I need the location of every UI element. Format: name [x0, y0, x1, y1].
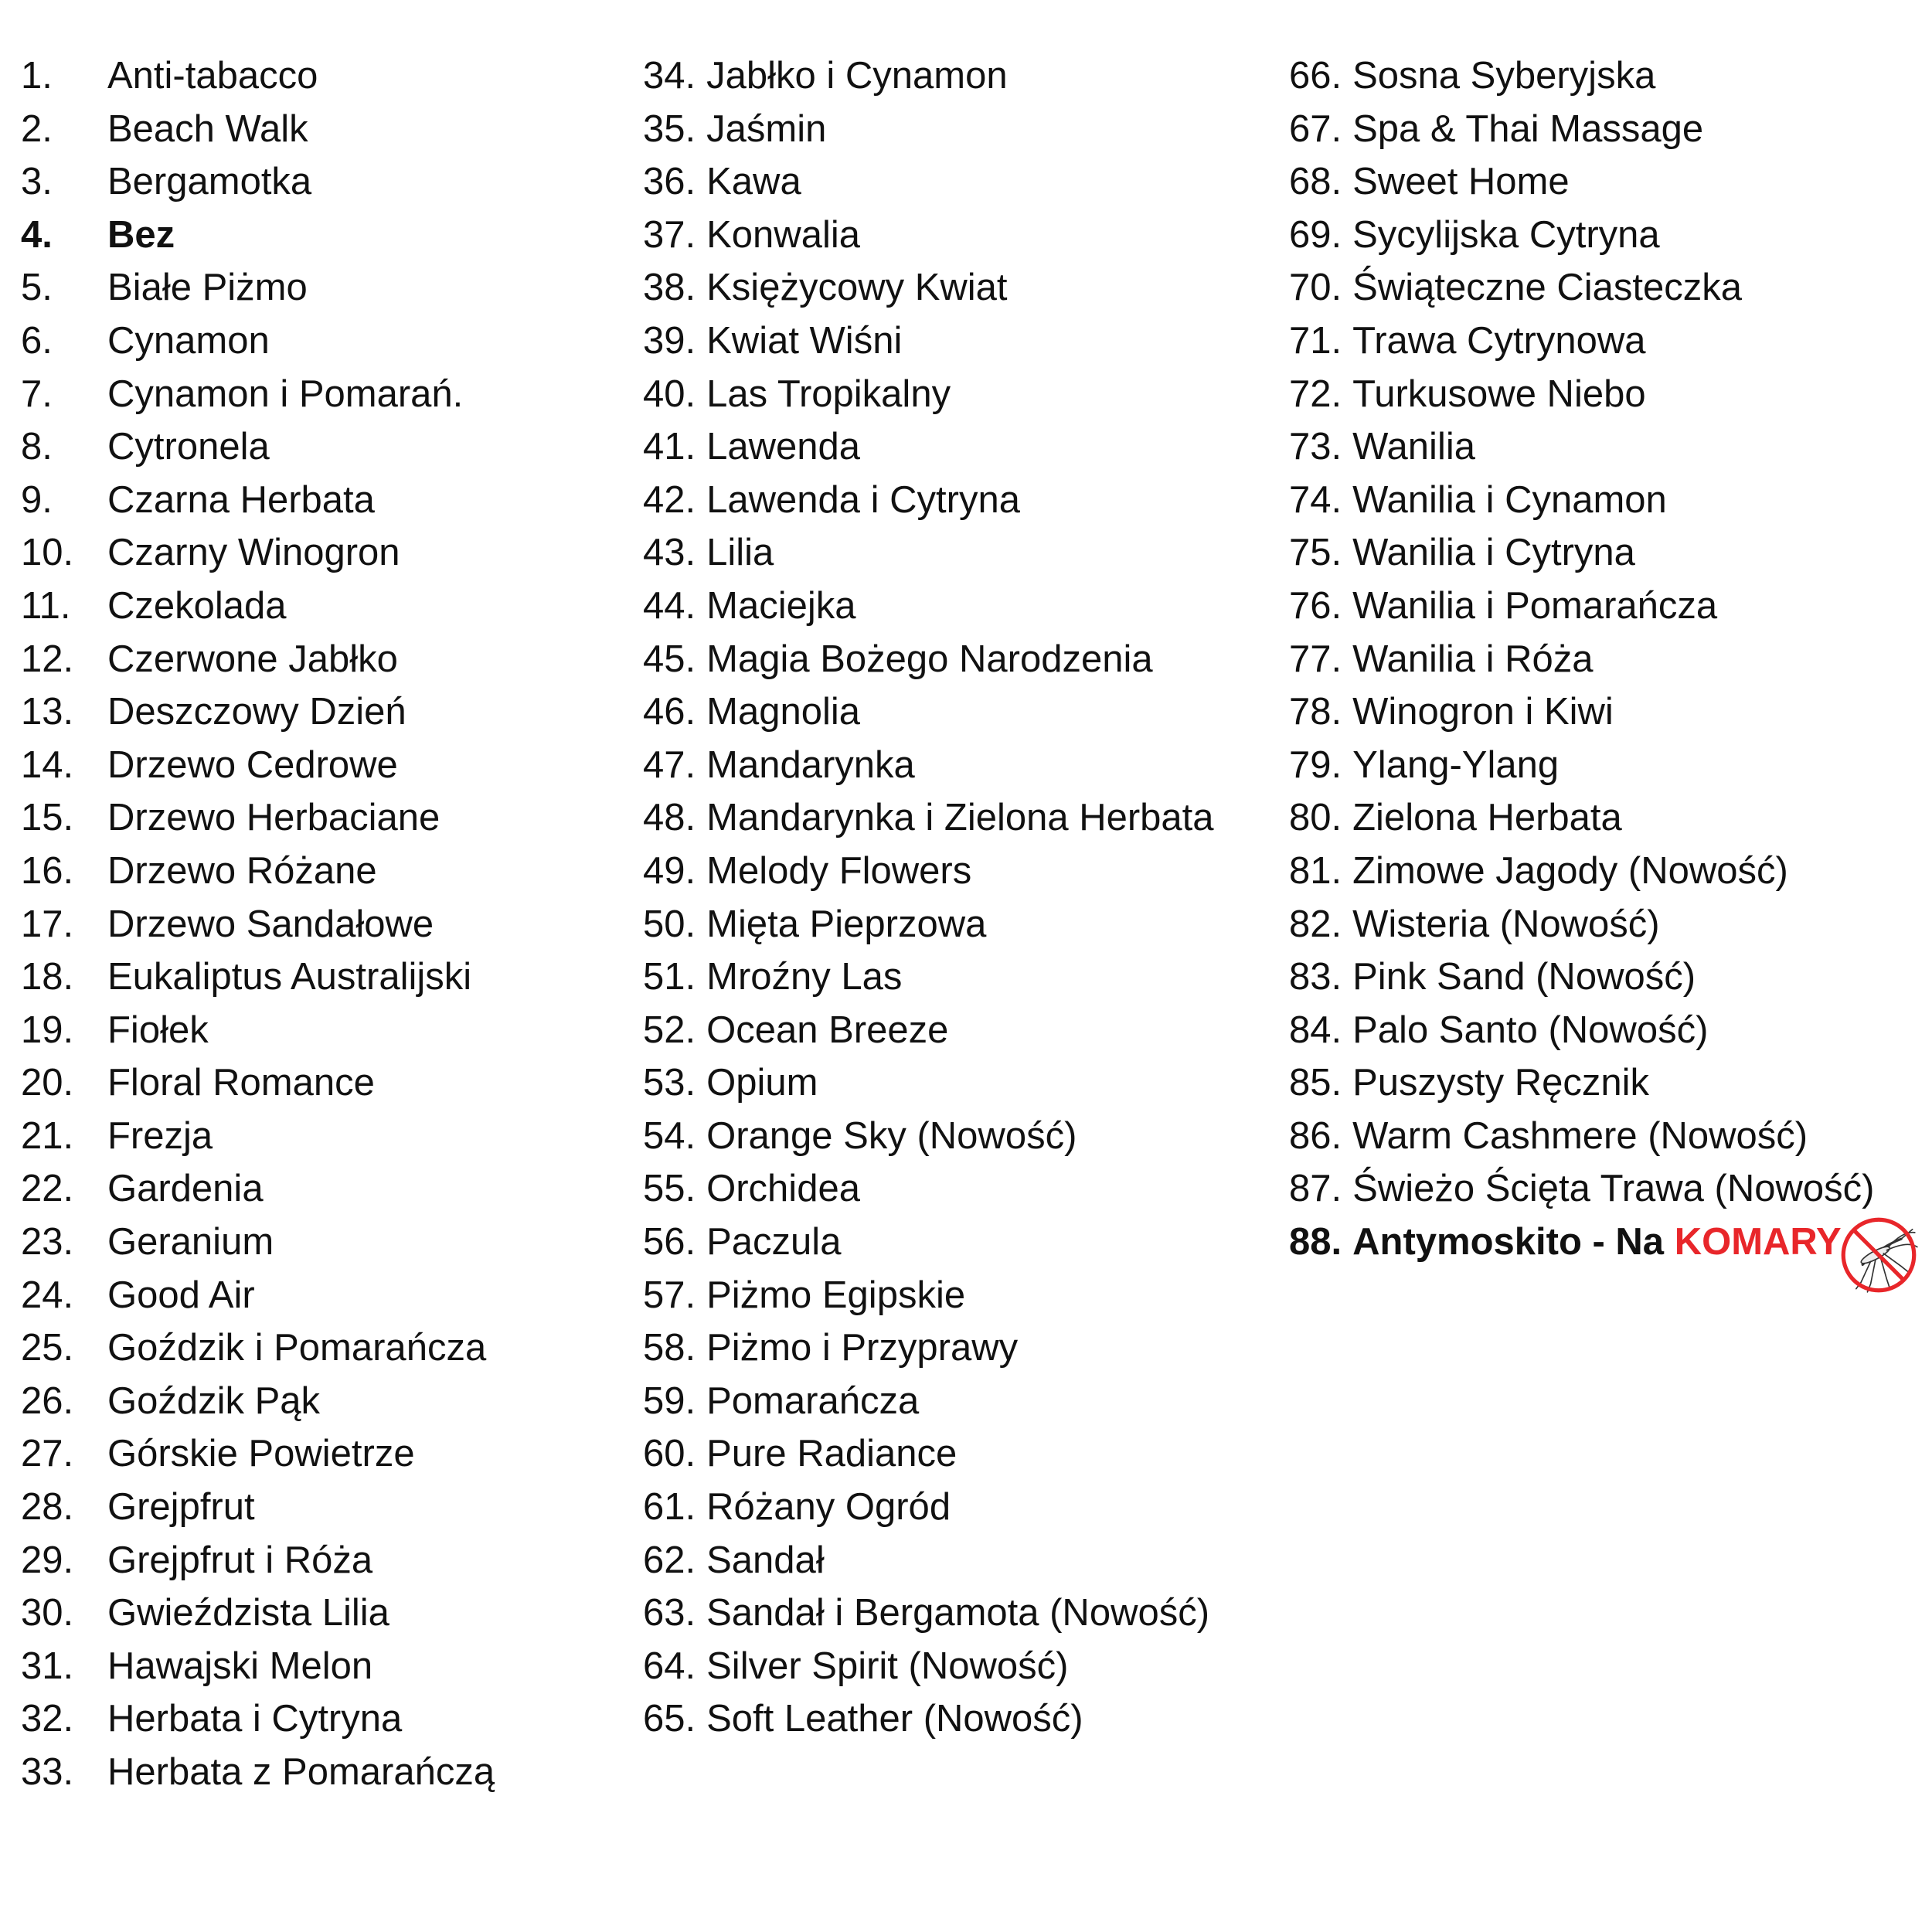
scent-number: 12. — [21, 638, 74, 680]
scent-number: 36. — [643, 161, 696, 203]
scent-list-item — [21, 1162, 624, 1216]
scent-list-item — [1289, 315, 1923, 368]
scent-list-item — [21, 951, 624, 1004]
scent-name: Good Air — [107, 1274, 255, 1316]
scent-number: 53. — [643, 1062, 696, 1104]
scent-number: 85. — [1289, 1062, 1342, 1104]
scent-name: Goździk i Pomarańcza — [107, 1327, 487, 1369]
scent-name: Wanilia — [1352, 426, 1475, 468]
scent-list-item — [21, 1427, 624, 1481]
scent-name: Piżmo Egipskie — [706, 1274, 966, 1316]
scent-list-item — [21, 739, 624, 792]
scent-name: Różany Ogród — [706, 1486, 951, 1529]
scent-name: Eukaliptus Australijski — [107, 956, 472, 998]
scent-number: 3. — [21, 161, 53, 203]
scent-list-item — [643, 580, 1284, 633]
scent-number: 15. — [21, 797, 74, 839]
scent-number: 22. — [21, 1168, 74, 1210]
scent-list-item — [21, 1321, 624, 1375]
scent-number: 16. — [21, 849, 74, 892]
scent-list-item — [21, 1692, 624, 1746]
scent-name: Gardenia — [107, 1168, 264, 1210]
scent-name: Drzewo Różane — [107, 849, 377, 892]
scent-list-item — [21, 103, 624, 156]
scent-name: Beach Walk — [107, 107, 308, 150]
scent-number: 28. — [21, 1486, 74, 1529]
scent-list-item — [21, 526, 624, 580]
scent-list-item — [1289, 1110, 1923, 1163]
scent-name: Magia Bożego Narodzenia — [706, 638, 1153, 680]
scent-name: Mandarynka — [706, 743, 915, 786]
scent-list-item — [1289, 898, 1923, 951]
scent-name: Drzewo Sandałowe — [107, 903, 434, 945]
scent-number: 21. — [21, 1114, 74, 1157]
scent-number: 1. — [21, 55, 53, 97]
scent-number: 67. — [1289, 107, 1342, 150]
scent-list-item — [1289, 474, 1923, 527]
scent-number: 57. — [643, 1274, 696, 1316]
scent-number: 43. — [643, 532, 696, 574]
scent-number: 74. — [1289, 478, 1342, 521]
scent-list-item — [643, 845, 1284, 898]
scent-list-item — [1289, 526, 1923, 580]
scent-number: 48. — [643, 797, 696, 839]
scent-list-item — [21, 1746, 624, 1799]
scent-name: Sweet Home — [1352, 161, 1570, 203]
scent-name: Orchidea — [706, 1168, 860, 1210]
scent-list-item — [643, 1692, 1284, 1746]
scent-column-3 — [1289, 49, 1923, 1269]
scent-list-item — [21, 1481, 624, 1534]
scent-list-item — [21, 1216, 624, 1269]
scent-number: 61. — [643, 1486, 696, 1529]
scent-number: 54. — [643, 1114, 696, 1157]
scent-name: Palo Santo (Nowość) — [1352, 1009, 1709, 1051]
scent-number: 64. — [643, 1645, 696, 1687]
scent-number: 75. — [1289, 532, 1342, 574]
scent-name: Mandarynka i Zielona Herbata — [706, 797, 1214, 839]
scent-number: 17. — [21, 903, 74, 945]
scent-list-item — [643, 898, 1284, 951]
scent-list-item — [643, 739, 1284, 792]
scent-list-item — [21, 845, 624, 898]
scent-number: 20. — [21, 1062, 74, 1104]
scent-name: Paczula — [706, 1221, 842, 1264]
scent-list-item — [21, 1640, 624, 1693]
scent-list-item — [643, 315, 1284, 368]
scent-number: 37. — [643, 213, 696, 256]
scent-name: Pomarańcza — [706, 1379, 920, 1422]
scent-list-item — [1289, 951, 1923, 1004]
scent-name: Wanilia i Cytryna — [1352, 532, 1635, 574]
scent-number: 18. — [21, 956, 74, 998]
scent-list-item — [1289, 49, 1923, 103]
scent-list-item — [643, 1216, 1284, 1269]
scent-number: 11. — [21, 584, 71, 627]
scent-list-item — [1289, 580, 1923, 633]
scent-name: Grejpfrut — [107, 1486, 255, 1529]
scent-name: Silver Spirit (Nowość) — [706, 1645, 1069, 1687]
scent-name: Magnolia — [706, 691, 860, 733]
scent-number: 62. — [643, 1539, 696, 1581]
scent-list-item — [643, 1427, 1284, 1481]
scent-list-item — [643, 1162, 1284, 1216]
scent-number: 31. — [21, 1645, 74, 1687]
scent-list-item — [643, 155, 1284, 209]
scent-name: Orange Sky (Nowość) — [706, 1114, 1077, 1157]
scent-list-item — [643, 633, 1284, 686]
scent-name: Bez — [107, 213, 175, 256]
scent-list-item — [1289, 1056, 1923, 1110]
scent-number: 9. — [21, 478, 53, 521]
scent-number: 79. — [1289, 743, 1342, 786]
scent-name: Górskie Powietrze — [107, 1433, 415, 1475]
scent-list-item — [643, 1056, 1284, 1110]
scent-list-item — [21, 155, 624, 209]
scent-number: 58. — [643, 1327, 696, 1369]
scent-number: 25. — [21, 1327, 74, 1369]
scent-list-item — [21, 633, 624, 686]
scent-number: 66. — [1289, 55, 1342, 97]
scent-name: Świąteczne Ciasteczka — [1352, 267, 1742, 309]
scent-list-item — [643, 1269, 1284, 1322]
scent-name: Kawa — [706, 161, 801, 203]
scent-name: Floral Romance — [107, 1062, 375, 1104]
scent-number: 5. — [21, 267, 53, 309]
scent-list-item — [643, 1321, 1284, 1375]
scent-name: Wanilia i Róża — [1352, 638, 1594, 680]
scent-name: Wisteria (Nowość) — [1352, 903, 1660, 945]
scent-name: Sycylijska Cytryna — [1352, 213, 1660, 256]
scent-list-item — [21, 261, 624, 315]
scent-list-item — [643, 261, 1284, 315]
scent-list-item — [21, 1004, 624, 1057]
scent-number: 8. — [21, 426, 53, 468]
no-mosquito-icon — [1838, 1215, 1919, 1295]
scent-number: 87. — [1289, 1168, 1342, 1210]
scent-name: Hawajski Melon — [107, 1645, 373, 1687]
scent-list-item — [21, 49, 624, 103]
scent-number: 23. — [21, 1221, 74, 1264]
scent-list-item — [1289, 685, 1923, 739]
scent-name: Gwieździsta Lilia — [107, 1592, 389, 1634]
scent-number: 88. — [1289, 1221, 1342, 1264]
scent-list-item — [643, 1587, 1284, 1640]
scent-name: Deszczowy Dzień — [107, 691, 406, 733]
scent-name: Jabłko i Cynamon — [706, 55, 1008, 97]
scent-list-item — [21, 315, 624, 368]
scent-number: 46. — [643, 691, 696, 733]
scent-column-1 — [21, 49, 624, 1799]
scent-list-item — [21, 1534, 624, 1587]
scent-list-item — [21, 580, 624, 633]
scent-list-item — [1289, 791, 1923, 845]
scent-name: Trawa Cytrynowa — [1352, 319, 1646, 362]
scent-name: Sandał i Bergamota (Nowość) — [706, 1592, 1210, 1634]
scent-list-item — [1289, 1162, 1923, 1216]
scent-number: 82. — [1289, 903, 1342, 945]
scent-list-item — [21, 898, 624, 951]
scent-number: 39. — [643, 319, 696, 362]
scent-list-item — [1289, 209, 1923, 262]
scent-number: 47. — [643, 743, 696, 786]
scent-name: Lawenda — [706, 426, 861, 468]
scent-number: 33. — [21, 1751, 74, 1793]
scent-list-item — [643, 49, 1284, 103]
scent-list-item — [643, 1481, 1284, 1534]
scent-name: Anti-tabacco — [107, 55, 318, 97]
scent-list-item — [21, 368, 624, 421]
scent-list-item — [643, 951, 1284, 1004]
scent-name: Cytronela — [107, 426, 270, 468]
scent-number: 60. — [643, 1433, 696, 1475]
scent-list-item — [21, 685, 624, 739]
scent-name: Herbata i Cytryna — [107, 1698, 403, 1740]
scent-name: Lawenda i Cytryna — [706, 478, 1020, 521]
scent-number: 55. — [643, 1168, 696, 1210]
scent-accent-label: KOMARY — [1674, 1221, 1842, 1264]
scent-name: Kwiat Wiśni — [706, 319, 903, 362]
scent-number: 29. — [21, 1539, 74, 1581]
scent-number: 65. — [643, 1698, 696, 1740]
scent-list-item — [21, 1110, 624, 1163]
scent-number: 45. — [643, 638, 696, 680]
scent-list-item — [21, 1587, 624, 1640]
scent-name: Geranium — [107, 1221, 274, 1264]
scent-name: Grejpfrut i Róża — [107, 1539, 373, 1581]
scent-number: 86. — [1289, 1114, 1342, 1157]
scent-name: Czekolada — [107, 584, 287, 627]
scent-name: Opium — [706, 1062, 818, 1104]
scent-list-item — [21, 1375, 624, 1428]
scent-name: Pure Radiance — [706, 1433, 957, 1475]
scent-name: Las Tropikalny — [706, 372, 951, 415]
scent-name: Pink Sand (Nowość) — [1352, 956, 1696, 998]
scent-name: Piżmo i Przyprawy — [706, 1327, 1019, 1369]
scent-number: 40. — [643, 372, 696, 415]
scent-list-item — [1289, 1004, 1923, 1057]
scent-name: Bergamotka — [107, 161, 312, 203]
scent-number: 35. — [643, 107, 696, 150]
scent-name: Ocean Breeze — [706, 1009, 949, 1051]
scent-name: Mięta Pieprzowa — [706, 903, 987, 945]
scent-number: 78. — [1289, 691, 1342, 733]
scent-name: Turkusowe Niebo — [1352, 372, 1646, 415]
scent-list-item — [1289, 845, 1923, 898]
scent-list-item — [1289, 155, 1923, 209]
scent-list-item — [21, 791, 624, 845]
scent-number: 73. — [1289, 426, 1342, 468]
scent-list-item — [1289, 739, 1923, 792]
scent-name: Lilia — [706, 532, 774, 574]
scent-number: 80. — [1289, 797, 1342, 839]
scent-number: 56. — [643, 1221, 696, 1264]
scent-number: 76. — [1289, 584, 1342, 627]
scent-name: Spa & Thai Massage — [1352, 107, 1704, 150]
scent-number: 14. — [21, 743, 74, 786]
scent-name: Cynamon i Pomarań. — [107, 372, 464, 415]
scent-number: 26. — [21, 1379, 74, 1422]
scent-number: 63. — [643, 1592, 696, 1634]
scent-number: 49. — [643, 849, 696, 892]
scent-column-2 — [643, 49, 1284, 1746]
scent-number: 2. — [21, 107, 53, 150]
scent-list-item — [643, 1640, 1284, 1693]
scent-name: Puszysty Ręcznik — [1352, 1062, 1650, 1104]
scent-name: Maciejka — [706, 584, 856, 627]
scent-number: 42. — [643, 478, 696, 521]
scent-name: Ylang-Ylang — [1352, 743, 1560, 786]
scent-list-item — [643, 209, 1284, 262]
scent-name: Cynamon — [107, 319, 270, 362]
scent-number: 6. — [21, 319, 53, 362]
scent-number: 69. — [1289, 213, 1342, 256]
scent-name: Czarna Herbata — [107, 478, 375, 521]
scent-number: 72. — [1289, 372, 1342, 415]
scent-name: Frezja — [107, 1114, 213, 1157]
scent-number: 68. — [1289, 161, 1342, 203]
scent-name: Świeżo Ścięta Trawa (Nowość) — [1352, 1168, 1875, 1210]
scent-list-item — [21, 1056, 624, 1110]
scent-name: Konwalia — [706, 213, 860, 256]
scent-list-item — [1289, 261, 1923, 315]
scent-number: 27. — [21, 1433, 74, 1475]
scent-number: 24. — [21, 1274, 74, 1316]
scent-number: 77. — [1289, 638, 1342, 680]
scent-number: 81. — [1289, 849, 1342, 892]
scent-list-item — [1289, 103, 1923, 156]
scent-list-item — [643, 1534, 1284, 1587]
scent-name: Winogron i Kiwi — [1352, 691, 1614, 733]
scent-name: Jaśmin — [706, 107, 827, 150]
scent-list-item — [643, 1375, 1284, 1428]
scent-number: 32. — [21, 1698, 74, 1740]
scent-number: 59. — [643, 1379, 696, 1422]
scent-number: 71. — [1289, 319, 1342, 362]
scent-name: Białe Piżmo — [107, 267, 308, 309]
scent-number: 70. — [1289, 267, 1342, 309]
scent-name: Sosna Syberyjska — [1352, 55, 1656, 97]
scent-number: 4. — [21, 213, 53, 256]
scent-list-item — [21, 474, 624, 527]
scent-list-item — [643, 1004, 1284, 1057]
scent-name: Soft Leather (Nowość) — [706, 1698, 1083, 1740]
scent-name: Czarny Winogron — [107, 532, 400, 574]
scent-number: 10. — [21, 532, 74, 574]
scent-name: Melody Flowers — [706, 849, 972, 892]
scent-name: Warm Cashmere (Nowość) — [1352, 1114, 1808, 1157]
scent-list-item — [643, 474, 1284, 527]
scent-name: Drzewo Cedrowe — [107, 743, 398, 786]
scent-name: Antymoskito - Na — [1352, 1221, 1675, 1264]
scent-list-item — [643, 791, 1284, 845]
scent-name: Zimowe Jagody (Nowość) — [1352, 849, 1788, 892]
scent-list-item — [21, 1269, 624, 1322]
scent-list-item — [1289, 368, 1923, 421]
scent-number: 83. — [1289, 956, 1342, 998]
scent-name: Księżycowy Kwiat — [706, 267, 1008, 309]
scent-number: 7. — [21, 372, 53, 415]
scent-name: Wanilia i Cynamon — [1352, 478, 1667, 521]
scent-name: Mroźny Las — [706, 956, 903, 998]
scent-number: 51. — [643, 956, 696, 998]
scent-number: 34. — [643, 55, 696, 97]
scent-name: Sandał — [706, 1539, 825, 1581]
scent-number: 44. — [643, 584, 696, 627]
scent-name: Herbata z Pomarańczą — [107, 1751, 495, 1793]
scent-list-item — [643, 526, 1284, 580]
scent-list-item — [1289, 633, 1923, 686]
scent-list-item — [1289, 420, 1923, 474]
scent-number: 50. — [643, 903, 696, 945]
scent-name: Wanilia i Pomarańcza — [1352, 584, 1718, 627]
scent-number: 13. — [21, 691, 74, 733]
scent-list-item — [643, 368, 1284, 421]
scent-name: Czerwone Jabłko — [107, 638, 398, 680]
scent-number: 84. — [1289, 1009, 1342, 1051]
scent-list-item — [21, 420, 624, 474]
scent-list-item — [1289, 1216, 1923, 1269]
scent-list-item — [643, 1110, 1284, 1163]
scent-name: Zielona Herbata — [1352, 797, 1622, 839]
scent-number: 19. — [21, 1009, 74, 1051]
scent-name: Goździk Pąk — [107, 1379, 321, 1422]
scent-list-item — [643, 103, 1284, 156]
scent-number: 41. — [643, 426, 696, 468]
scent-list-item — [643, 420, 1284, 474]
scent-list-item — [21, 209, 624, 262]
scent-name: Drzewo Herbaciane — [107, 797, 440, 839]
scent-number: 38. — [643, 267, 696, 309]
scent-name: Fiołek — [107, 1009, 209, 1051]
scent-number: 52. — [643, 1009, 696, 1051]
scent-number: 30. — [21, 1592, 74, 1634]
scent-list-item — [643, 685, 1284, 739]
